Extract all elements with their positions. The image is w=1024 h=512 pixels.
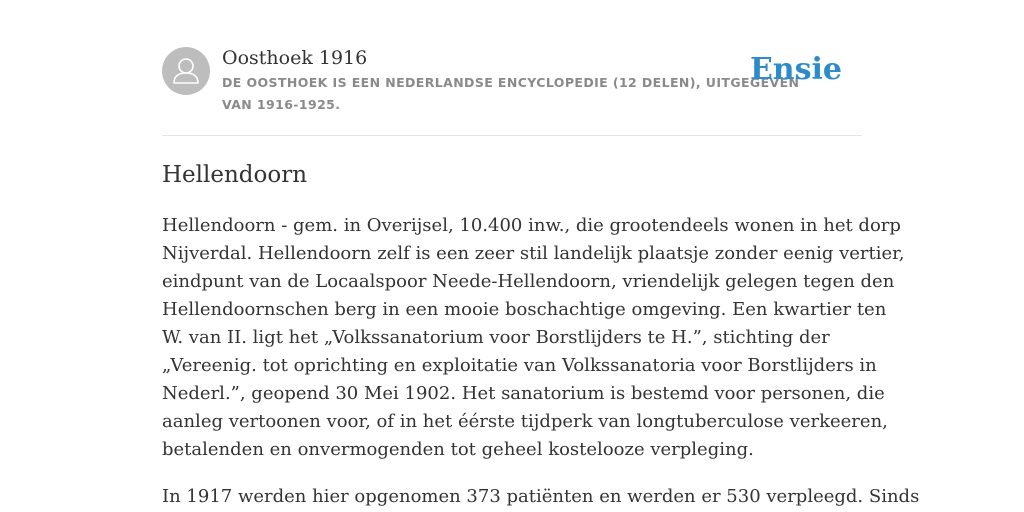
source-title[interactable]: Oosthoek 1916 xyxy=(222,47,368,69)
entry-title: Hellendoorn xyxy=(162,162,308,188)
text-line: Hellendoornschen berg in een mooie boschachtige omgeving. Een kwartier ten xyxy=(162,299,887,320)
avatar[interactable] xyxy=(162,47,210,95)
entry-body xyxy=(162,212,920,512)
text-line: Nederl.”, geopend 30 Mei 1902. Het sanatorium is bestemd voor personen, die xyxy=(162,383,885,404)
text-line: W. van II. ligt het „Volkssanatorium voor Borstlijders te H.”, stichting der xyxy=(162,327,830,348)
text-line: betalenden en onvermogenden tot geheel kostelooze verpleging. xyxy=(162,439,754,460)
text-line: Hellendoorn - gem. in Overijsel, 10.400 inw., die grootendeels wonen in het dorp xyxy=(162,215,901,236)
text-line: eindpunt van de Locaalspoor Neede-Hellendoorn, vriendelijk gelegen tegen den xyxy=(162,271,895,292)
text-line: aanleg vertoonen voor, of in het éérste tijdperk van longtuberculose verkeeren, xyxy=(162,411,888,432)
text-line: In 1917 werden hier opgenomen 373 patiënten en werden er 530 verpleegd. Sinds xyxy=(162,486,920,507)
source-description-line: VAN 1916-1925. xyxy=(222,97,341,112)
text-line: Nijverdal. Hellendoorn zelf is een zeer stil landelijk plaatsje zonder eenig vertier, xyxy=(162,243,905,264)
paragraph xyxy=(162,483,920,511)
paragraph xyxy=(162,212,905,464)
source-description-line: DE OOSTHOEK IS EEN NEDERLANDSE ENCYCLOPEDIE (12 DELEN), UITGEGEVEN xyxy=(222,75,800,90)
user-silhouette-icon xyxy=(162,47,210,95)
source-description xyxy=(222,72,800,116)
source-header xyxy=(162,44,862,136)
ensie-logo-link[interactable]: Ensie xyxy=(749,52,842,87)
text-line: „Vereenig. tot oprichting en exploitatie van Volkssanatoria voor Borstlijders in xyxy=(162,355,877,376)
